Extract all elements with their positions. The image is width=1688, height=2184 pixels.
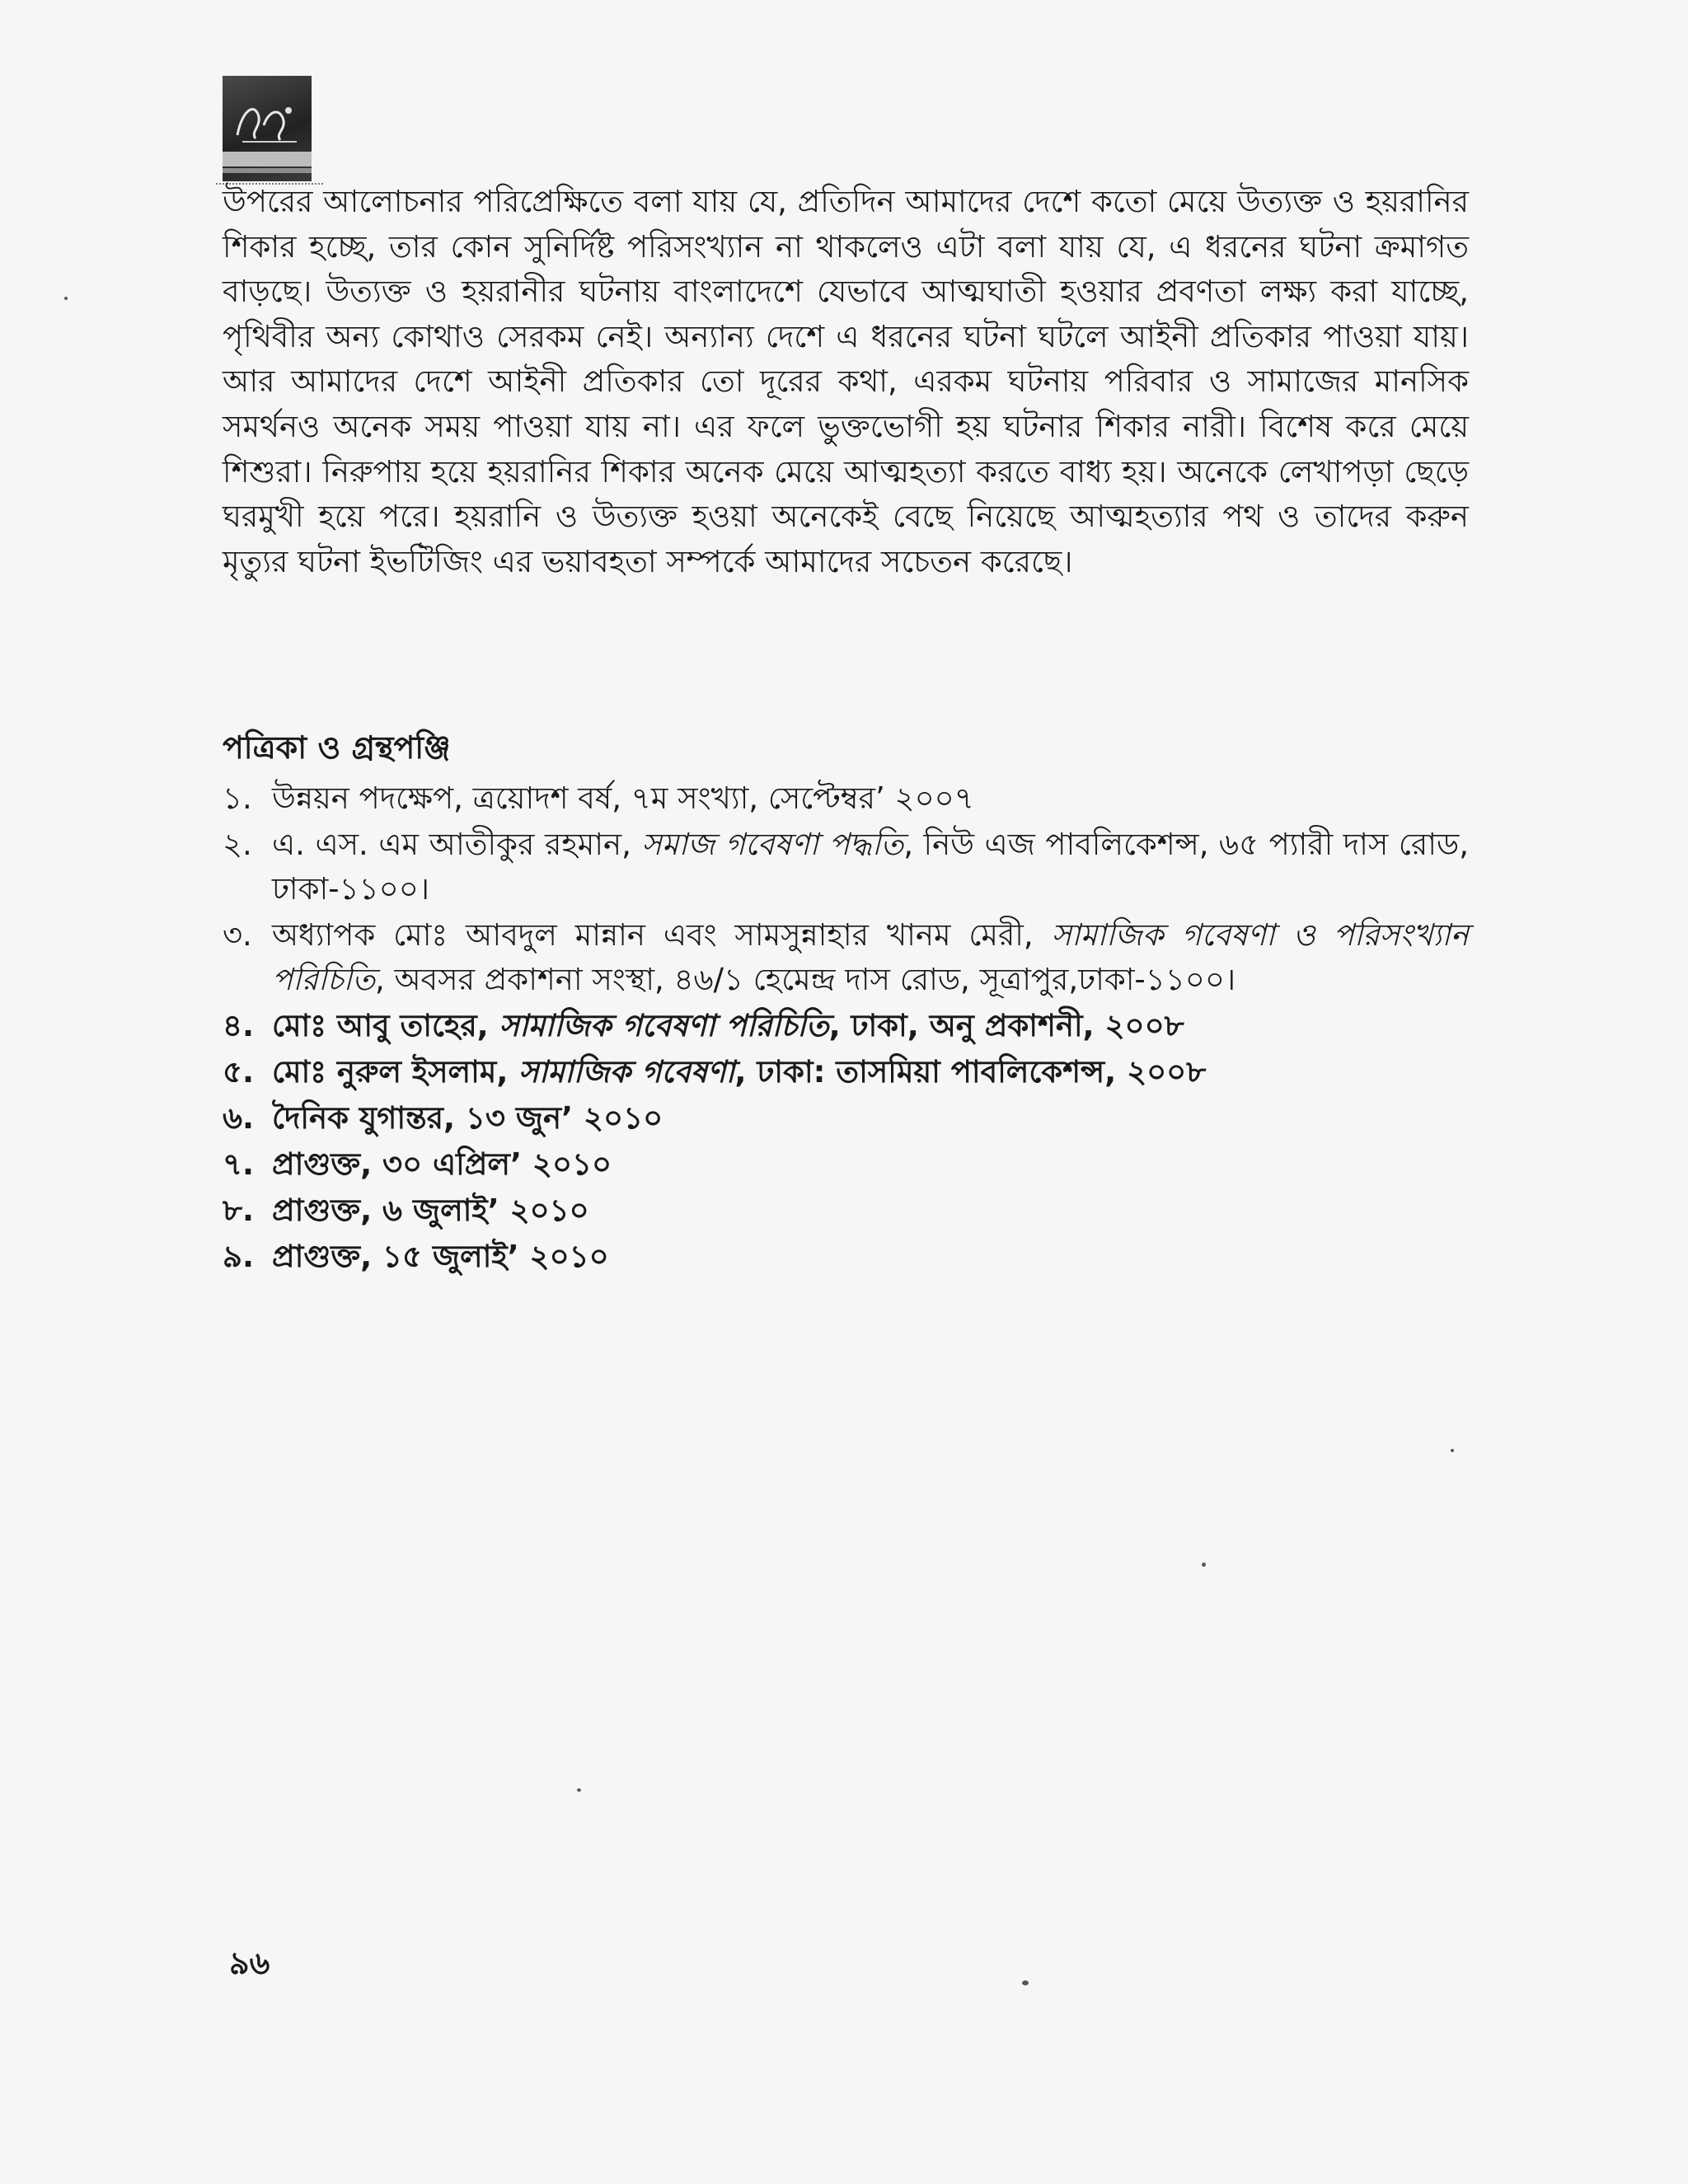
reference-item [223,776,1469,821]
scan-speck [1022,1980,1029,1985]
reference-text: প্রাগুক্ত, ১৫ জুলাই’ ২০১০ [272,1239,609,1274]
reference-title: সামাজিক গবেষণা [518,1054,735,1090]
reference-number: ৩. [223,917,252,953]
reference-number: ২. [223,827,252,862]
reference-number: ৭. [223,1146,255,1182]
reference-item [223,1050,1469,1094]
reference-details: , ঢাকা: তাসমিয়া পাবলিকেশন্স, ২০০৮ [734,1054,1207,1090]
reference-number: ৯. [223,1239,255,1274]
reference-number: ৪. [223,1008,255,1043]
reference-text: অধ্যাপক মোঃ আবদুল মান্নান এবং সামসুন্নাহার খানম মেরী, [272,917,1052,953]
reference-details: , অবসর প্রকাশনা সংস্থা, ৪৬/১ হেমেন্দ্র দাস রোড, সূত্রাপুর,ঢাকা-১১০০। [374,962,1236,997]
reference-item [223,1004,1469,1048]
reference-text: মোঃ আবু তাহের, [272,1008,499,1043]
scan-speck [1202,1563,1206,1567]
reference-item [223,823,1469,912]
reference-number: ৬. [223,1100,255,1136]
reference-item [223,1235,1469,1279]
reference-text: প্রাগুক্ত, ৬ জুলাই’ ২০১০ [272,1193,589,1228]
reference-number: ১. [223,780,252,816]
reference-details: , ঢাকা, অনু প্রকাশনী, ২০০৮ [828,1008,1184,1043]
scan-speck [577,1788,581,1792]
reference-text: এ. এস. এম আতীকুর রহমান, [272,827,642,862]
reference-title: সামাজিক গবেষণা ও পরিসংখ্যান পরিচিতি [272,917,1469,997]
reference-number: ৫. [223,1054,255,1090]
reference-item [223,913,1469,1002]
publisher-logo-icon [223,76,312,181]
reference-item [223,1096,1469,1141]
reference-number: ৮. [223,1193,255,1228]
reference-text: দৈনিক যুগান্তর, ১৩ জুন’ ২০১০ [272,1100,663,1136]
scan-speck [1451,1449,1454,1452]
reference-text: মোঃ নুরুল ইসলাম, [272,1054,519,1090]
scan-speck [64,297,68,300]
references-list [223,776,1469,1281]
page-number: ৯৬ [229,1945,270,1981]
reference-title: সামাজিক গবেষণা পরিচিতি [499,1008,829,1043]
reference-text: প্রাগুক্ত, ৩০ এপ্রিল’ ২০১০ [272,1146,612,1182]
reference-text: উন্নয়ন পদক্ষেপ, ত্রয়োদশ বর্ষ, ৭ম সংখ্যা, সেপ্টেম্বর’ ২০০৭ [272,780,974,816]
reference-item [223,1142,1469,1187]
references-heading: পত্রিকা ও গ্রন্থপঞ্জি [223,729,451,766]
body-paragraph: উপরের আলোচনার পরিপ্রেক্ষিতে বলা যায় যে, প্রতিদিন আমাদের দেশে কতো মেয়ে উত্যক্ত ও হয়রানির শিকার হচ্ছে, তার কোন সুনির্দিষ্ট পরিসংখ্যান না থাকলেও এটা বলা যায় যে, এ ধরনের ঘটনা ক্রমাগত বাড়ছে। উত্যক্ত ও হয়রানীর ঘটনায় বাংলাদেশে যেভাবে আত্মঘাতী হওয়ার প্রবণতা লক্ষ্য করা যাচ্ছে, পৃথিবীর অন্য কোথাও সেরকম নেই। অন্যান্য দেশে এ ধরনের ঘটনা ঘটলে আইনী প্রতিকার পাওয়া যায়। আর আমাদের দেশে আইনী প্রতিকার তো দূরের কথা, এরকম ঘটনায় পরিবার ও সামাজের মানসিক সমর্থনও অনেক সময় পাওয়া যায় না। এর ফলে ভুক্তভোগী হয় ঘটনার শিকার নারী। বিশেষ করে মেয়ে শিশুরা। নিরুপায় হয়ে হয়রানির শিকার অনেক মেয়ে আত্মহত্যা করতে বাধ্য হয়। অনেকে লেখাপড়া ছেড়ে ঘরমুখী হয়ে পরে। হয়রানি ও উত্যক্ত হওয়া অনেকেই বেছে নিয়েছে আত্মহত্যার পথ ও তাদের করুন মৃত্যুর ঘটনা ইভটিজিং এর ভয়াবহতা সম্পর্কে আমাদের সচেতন করেছে। [223,184,1469,579]
reference-item [223,1188,1469,1233]
reference-title: সমাজ গবেষণা পদ্ধতি [641,827,904,862]
reference-details: , নিউ এজ পাবলিকেশন্স, ৬৫ প্যারী দাস রোড, ঢাকা-১১০০। [272,827,1470,907]
